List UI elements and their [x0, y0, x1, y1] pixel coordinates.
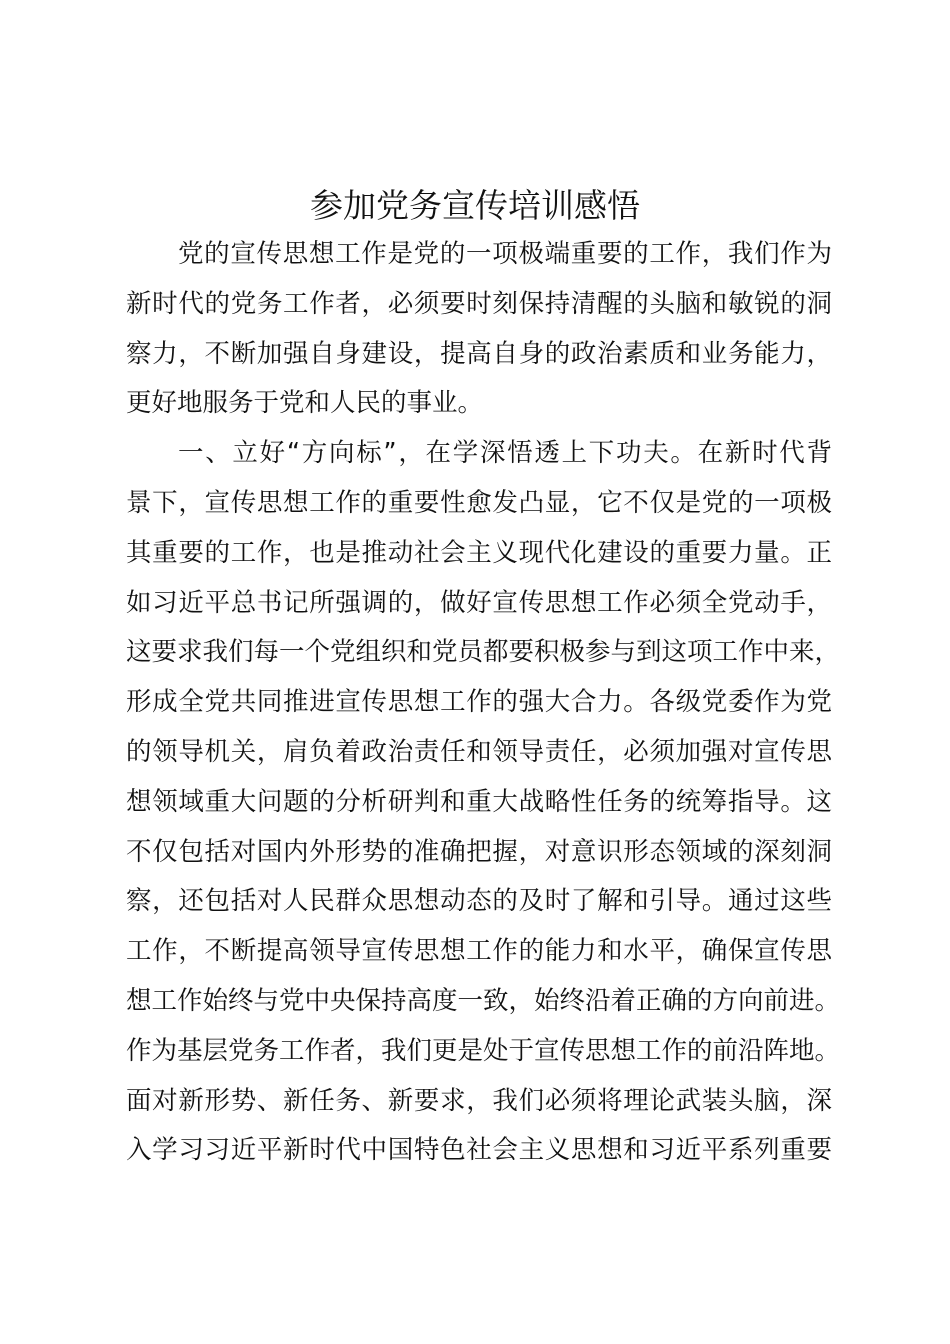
paragraph-2-line-7: 的领导机关，肩负着政治责任和领导责任，必须加强对宣传思 [126, 736, 832, 767]
paragraph-2-line-12: 想工作始终与党中央保持高度一致，始终沿着正确的方向前进。 [126, 985, 841, 1016]
paragraph-2-line-8: 想领域重大问题的分析研判和重大战略性任务的统筹指导。这 [126, 786, 832, 817]
paragraph-1-line-2: 新时代的党务工作者，必须要时刻保持清醒的头脑和敏锐的洞 [126, 288, 832, 319]
paragraph-2-line-10: 察，还包括对人民群众思想动态的及时了解和引导。通过这些 [126, 886, 832, 917]
paragraph-2-line-4: 如习近平总书记所强调的，做好宣传思想工作必须全党动手， [126, 587, 832, 618]
paragraph-2-line-6: 形成全党共同推进宣传思想工作的强大合力。各级党委作为党 [126, 687, 832, 718]
paragraph-1-line-3: 察力，不断加强自身建设，提高自身的政治素质和业务能力， [126, 338, 832, 369]
document-title: 参加党务宣传培训感悟 [310, 186, 640, 225]
paragraph-2-line-15: 入学习习近平新时代中国特色社会主义思想和习近平系列重要 [126, 1135, 832, 1166]
paragraph-2-line-11: 工作，不断提高领导宣传思想工作的能力和水平，确保宣传思 [126, 936, 832, 967]
paragraph-1-line-4: 更好地服务于党和人民的事业。 [126, 388, 484, 419]
paragraph-2-line-14: 面对新形势、新任务、新要求，我们必须将理论武装头脑，深 [126, 1085, 832, 1116]
paragraph-1-line-1: 党的宣传思想工作是党的一项极端重要的工作，我们作为 [178, 239, 832, 269]
document-body [126, 230, 841, 1176]
paragraph-2-line-3: 其重要的工作，也是推动社会主义现代化建设的重要力量。正 [126, 537, 832, 568]
paragraph-2-line-2: 景下，宣传思想工作的重要性愈发凸显，它不仅是党的一项极 [126, 487, 832, 518]
paragraph-2-line-13: 作为基层党务工作者，我们更是处于宣传思想工作的前沿阵地。 [126, 1035, 841, 1066]
paragraph-2-line-9: 不仅包括对国内外形势的准确把握，对意识形态领域的深刻洞 [126, 836, 832, 867]
paragraph-2-line-1: 一、立好“方向标”，在学深悟透上下功夫。在新时代背 [178, 438, 832, 469]
paragraph-2-line-5: 这要求我们每一个党组织和党员都要积极参与到这项工作中来， [126, 637, 841, 668]
